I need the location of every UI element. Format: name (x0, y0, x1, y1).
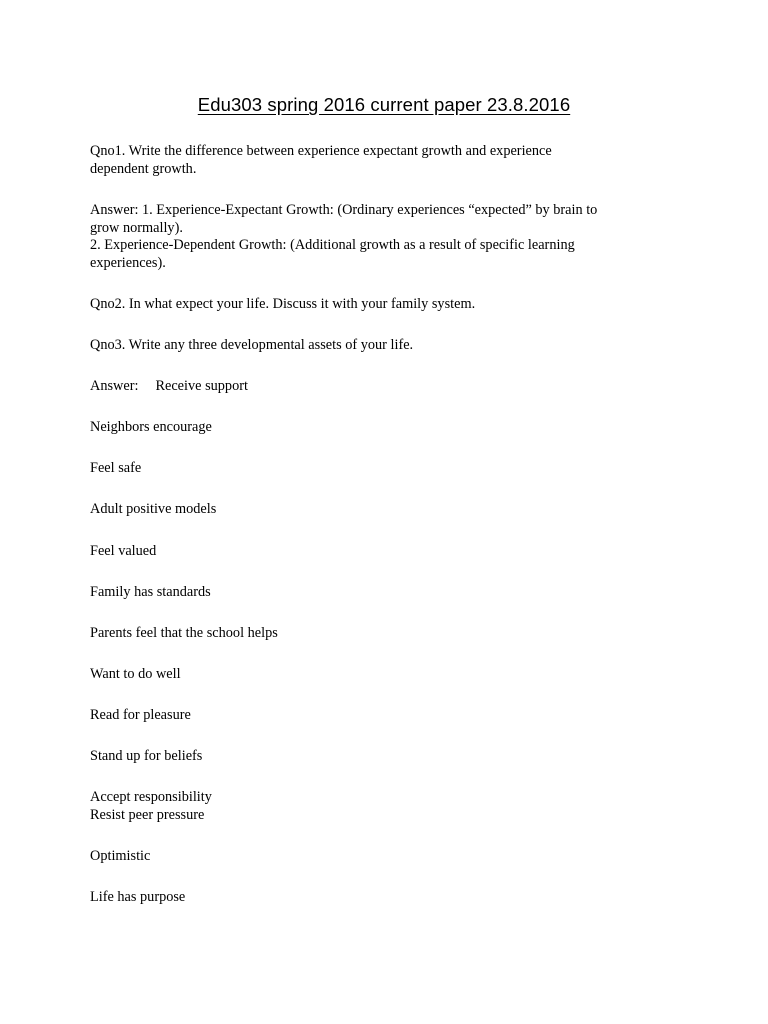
asset-item: Optimistic (90, 848, 151, 864)
asset-list-item (90, 625, 690, 643)
asset-item: Family has standards (90, 584, 211, 600)
asset-item: Feel safe (90, 460, 142, 476)
asset-list-item (90, 789, 690, 824)
asset-item: Accept responsibility (90, 789, 212, 805)
asset-item: Resist peer pressure (90, 806, 205, 823)
answer-1-line-4: experiences). (90, 254, 166, 271)
asset-item: Stand up for beliefs (90, 748, 203, 764)
asset-item: Read for pleasure (90, 707, 191, 723)
asset-item: Feel valued (90, 543, 157, 559)
question-1 (90, 143, 690, 178)
question-3 (90, 337, 690, 355)
answer-1-line-3: 2. Experience-Dependent Growth: (Additional growth as a result of specific learning (90, 237, 575, 253)
asset-list-item (90, 666, 690, 684)
asset-list-item (90, 419, 690, 437)
asset-list-item (90, 584, 690, 602)
answer-1-line-2: grow normally). (90, 219, 183, 236)
question-1-line-2: dependent growth. (90, 160, 197, 177)
question-1-line-1: Qno1. Write the difference between experience expectant growth and experience (90, 143, 552, 159)
asset-list-item (90, 707, 690, 725)
answer-1 (90, 202, 690, 272)
asset-list-item (90, 848, 690, 866)
answer-3-label: Answer: (90, 378, 139, 394)
question-2 (90, 296, 690, 314)
asset-item: Receive support (155, 378, 248, 394)
answer-3-first-row (90, 378, 690, 396)
asset-item: Life has purpose (90, 889, 186, 905)
asset-list-item (90, 543, 690, 561)
asset-list-item (90, 748, 690, 766)
document-title: Edu303 spring 2016 current paper 23.8.2016 (197, 94, 571, 115)
answer-1-line-1: Answer: 1. Experience-Expectant Growth: (Ordinary experiences “expected” by brain to (90, 202, 598, 218)
question-2-text: Qno2. In what expect your life. Discuss it with your family system. (90, 296, 476, 312)
asset-list-item (90, 501, 690, 519)
asset-item: Neighbors encourage (90, 419, 212, 435)
question-3-text: Qno3. Write any three developmental assets of your life. (90, 337, 414, 353)
asset-item: Want to do well (90, 666, 181, 682)
asset-list-item (90, 889, 690, 907)
asset-item: Parents feel that the school helps (90, 625, 278, 641)
asset-item: Adult positive models (90, 501, 217, 517)
asset-list-item (90, 460, 690, 478)
